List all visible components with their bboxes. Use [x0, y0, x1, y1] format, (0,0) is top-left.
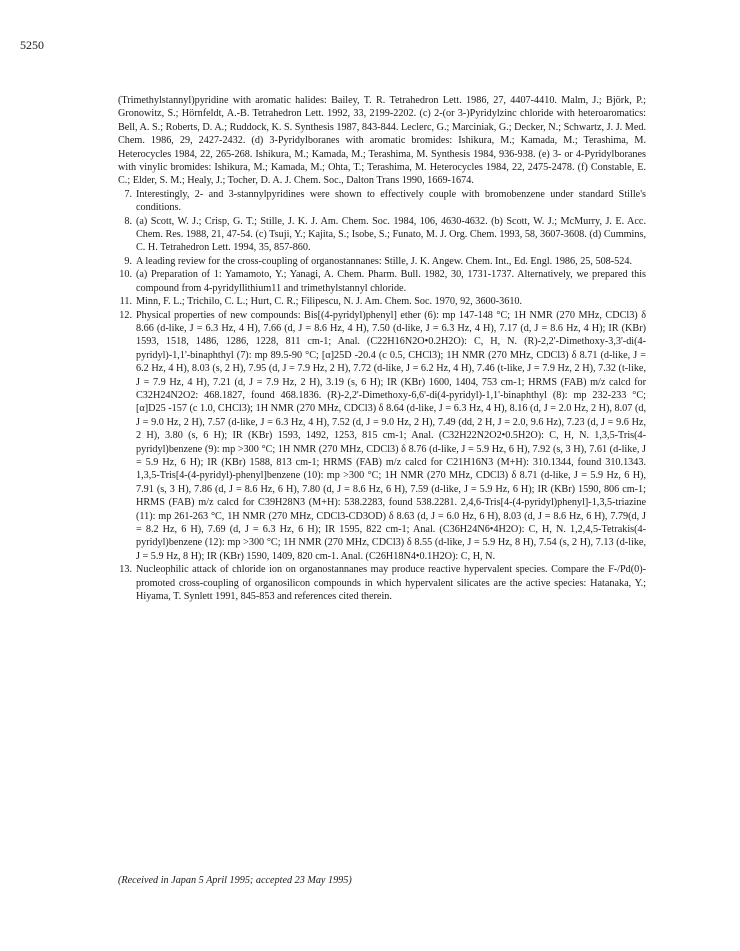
note-text: Physical properties of new compounds: Bis[(4-pyridyl)phenyl] ether (6): mp 147-148 °C; 1H NMR (270 MHz, CDCl3) δ 8.66 (d-like, J = 6.3 Hz, 4 H), 7.66 (d, J = 8.6 Hz, 4 H), 7.50 (d-like, J = 6.3 Hz, 4 H), 7.17 (d, J = 8.6 Hz, 4 H); IR (KBr) 1593, 1518, 1486, 1286, 1228, 811 cm-1; Anal. (C22H16N2O•0.2H2O): C, H, N. (R)-2,2'-Dimethoxy-3,3'-di(4-pyridyl)-1,1'-binaphthyl (7): mp 89.5-90 °C; [α]25D -20.4 (c 0.5, CHCl3); 1H NMR (270 MHz, CDCl3) δ 8.71 (d-like, J = 6.2 Hz, 4 H), 8.03 (s, 2 H), 7.95 (d, J = 7.9 Hz, 2 H), 7.72 (d-like, J = 6.2 Hz, 4 H), 7.46 (t-like, J = 7.9 Hz, 2 H), 7.32 (t-like, J = 7.9 Hz, 4 H), 7.21 (d, J = 7.9 Hz, 2 H), 3.19 (s, 6 H); IR (KBr) 1600, 1404, 753 cm-1; HRMS (FAB) m/z calcd for C32H24N2O2: 468.1827, found 468.1836. (R)-2,2'-Dimethoxy-6,6'-di(4-pyridyl)-1,1'-binaphthyl (8): mp 232-233 °C; [α]D25 -157 (c 1.0, CHCl3); 1H NMR (270 MHz, CDCl3) δ 8.64 (d-like, J = 6.3 Hz, 4 H), 8.16 (d, J = 2.0 Hz, 2 H), 8.07 (d, J = 9.0 Hz, 2 H), 7.57 (d-like, J = 6.3 Hz, 4 H), 7.52 (d, J = 9.0 Hz, 2 H), 7.49 (dd, 2 H, J = 2.0, 9.6 Hz), 7.23 (d, J = 9.6 Hz, 2 H), 3.80 (s, 6 H); IR (KBr) 1593, 1492, 1253, 815 cm-1; Anal. (C32H22N2O2•0.5H2O): C, H, N. 1,3,5-Tris(4-pyridyl)benzene (9): mp >300 °C; 1H NMR (270 MHz, CDCl3) δ 8.76 (d-like, J = 5.9 Hz, 6 H), 7.92 (s, 3 H), 7.61 (d-like, J = 5.9 Hz, 6 H); IR (KBr) 1588, 813 cm-1; HRMS (FAB) m/z calcd for C21H16N3 (M+H): 310.1344, found 310.1343. 1,3,5-Tris[4-(4-pyridyl)-phenyl]benzene (10): mp >300 °C; 1H NMR (270 MHz, CDCl3) δ 8.71 (d-like, J = 5.9 Hz, 6 H), 7.91 (s, 3 H), 7.86 (d, J = 8.6 Hz, 6 H), 7.80 (d, J = 8.6 Hz, 6 H), 7.59 (d-like, J = 5.9 Hz, 6 H); IR (KBr) 1590, 806 cm-1; HRMS (FAB) m/z calcd for C39H28N3 (M+H): 538.2283, found 538.2281. 2,4,6-Tris[4-(4-pyridyl)phenyl]-1,3,5-triazine (11): mp 261-263 °C, 1H NMR (270 MHz, CDCl3-CD3OD) δ 8.63 (d, J = 6.0 Hz, 6 H), 8.03 (d, J = 8.6 Hz, 6 H), 7.79(d, J = 8.2 Hz, 6 H), 7.69 (d, J = 6.3 Hz, 6 H); IR 1595, 822 cm-1; Anal. (C36H24N6•4H2O): C, H, N. 1,2,4,5-Tetrakis(4-pyridyl)benzene (12): mp >300 °C; 1H NMR (270 MHz, CDCl3) δ 8.55 (d-like, J = 5.9 Hz, 8 H), 7.54 (s, 2 H), 7.13 (d-like, J = 5.9 Hz, 8 H); IR (KBr) 1590, 1409, 820 cm-1. Anal. (C26H18N4•0.1H2O): C, H, N.	[136, 309, 646, 562]
page-number: 5250	[20, 38, 44, 52]
note-number: 9.	[124, 255, 132, 267]
reference-continuation: (Trimethylstannyl)pyridine with aromatic halides: Bailey, T. R. Tetrahedron Lett. 1986, 27, 4407-4410. Malm, J.; Björk, P.; Gronowitz, S.; Hörnfeldt, A.-B. Tetrahedron Lett. 1992, 33, 2199-2202. (c) 2-(or 3-)Pyridylzinc chloride with heteroaromatics: Bell, A. S.; Roberts, D. A.; Ruddock, K. S. Synthesis 1987, 843-844. Leclerc, G.; Marciniak, G.; Decker, N.; Schwartz, J. J. Med. Chem. 1986, 29, 2427-2432. (d) 3-Pyridylboranes with aromatic bromides: Ishikura, M.; Kamada, M.; Terashima, M. Heterocycles 1984, 22, 265-268. Ishikura, M.; Kamada, M.; Terashima, M. Synthesis 1984, 936-938. (e) 3- or 4-Pyridylboranes with vinylic bromides: Ishikura, M.; Kamada, M.; Ohta, T.; Terashima, M. Heterocycles 1984, 22, 2475-2478. (f) Constable, E. C.; Elder, S. M.; Healy, J.; Tocher, D. A. J. Chem. Soc., Dalton Trans 1990, 1669-1674.	[118, 95, 646, 187]
note-7	[118, 188, 646, 215]
note-text: Minn, F. L.; Trichilo, C. L.; Hurt, C. R.; Filipescu, N. J. Am. Chem. Soc. 1970, 92, 3600-3610.	[136, 296, 523, 308]
note-text: Nucleophilic attack of chloride ion on organostannanes may produce reactive hypervalent species. Compare the F-/Pd(0)-promoted cross-coupling of organosilicon compounds in which hypervalent silicates are the active species: Hatanaka, Y.; Hiyama, T. Synlett 1991, 845-853 and references cited therein.	[136, 564, 646, 603]
note-12	[118, 309, 646, 564]
note-number: 7.	[124, 188, 132, 200]
note-10	[118, 268, 646, 295]
note-text: (a) Scott, W. J.; Crisp, G. T.; Stille, J. K. J. Am. Chem. Soc. 1984, 106, 4630-4632. (b) Scott, W. J.; McMurry, J. E. Acc. Chem. Res. 1988, 21, 47-54. (c) Tsuji, Y.; Kajita, S.; Isobe, S.; Funato, M. J. Org. Chem. 1993, 58, 3607-3608. (d) Cummins, C. H. Tetrahedron Lett. 1994, 35, 857-860.	[136, 215, 646, 254]
note-number: 11.	[119, 296, 132, 308]
received-date-footer: (Received in Japan 5 April 1995; accepted 23 May 1995)	[118, 875, 352, 886]
note-13	[118, 563, 646, 603]
note-number: 8.	[124, 215, 132, 227]
note-9	[118, 255, 646, 268]
note-number: 10.	[119, 269, 132, 281]
note-text: (a) Preparation of 1: Yamamoto, Y.; Yanagi, A. Chem. Pharm. Bull. 1982, 30, 1731-1737. Alternatively, we prepared this compound from 4-pyridyllithium11 and trimethylstannyl chloride.	[136, 269, 646, 294]
note-text: A leading review for the cross-coupling of organostannanes: Stille, J. K. Angew. Chem. Int., Ed. Engl. 1986, 25, 508-524.	[136, 255, 632, 267]
note-text: Interestingly, 2- and 3-stannylpyridines were shown to effectively couple with bromobenzene under standard Stille's conditions.	[136, 188, 646, 214]
references-section	[118, 94, 646, 603]
note-number: 13.	[119, 564, 132, 576]
note-number: 12.	[119, 309, 132, 321]
note-8	[118, 215, 646, 255]
note-11	[118, 295, 646, 308]
